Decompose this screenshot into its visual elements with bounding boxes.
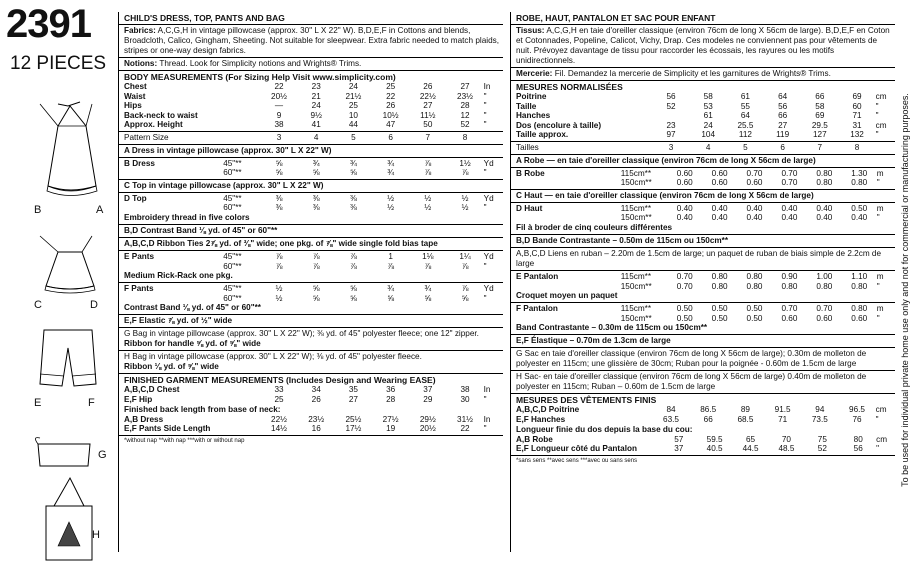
fr-bande-bd: B,D Bande Contrastante – 0.50m de 115cm ou 150cm** [511,234,895,247]
en-pattern-sizes [119,131,503,144]
pattern-envelope-left [0,0,118,580]
en-fabrics: Fabrics: A,C,G,H in vintage pillowcase (approx. 30" L X 22" W). B,D,E,F in Cottons and blends, Broadcloth, Calico, Gingham, Sheeting. Not suitable for sleepwear. Extra fabric needed to match plaids, stripes or one-way design fabrics. [119,24,503,57]
en-heading: CHILD'S DRESS, TOP, PANTS AND BAG [124,13,285,23]
en-a-dress: A Dress in vintage pillowcase (approx. 30" L X 22" W) [119,144,503,157]
pattern-number: 2391 [6,2,91,46]
table-row: E Pants 45"** ⅞ ⅞ ⅞ 1 1⅛ 1¼ Yd [124,251,494,261]
view-letter-c: C [34,299,42,311]
fr-heading: ROBE, HAUT, PANTALON ET SAC POUR ENFANT [516,13,716,23]
table-row: B Dress 45"** ⅝ ¾ ¾ ¾ ⅞ 1½ Yd [124,158,494,168]
pieces-count: 12 PIECES [10,53,107,74]
view-letter-d: D [90,299,98,311]
fr-mercerie: Mercerie: Fil. Demandez la mercerie de Simplicity et les garnitures de Wrights® Trims. [511,67,895,80]
fr-c-haut: C Haut — en taie d'oreiller classique (environ 76cm de long X 56cm de large) [511,189,895,202]
fr-body-table [516,92,893,140]
en-contrast-band-f: Contrast Band ⅛ yd. of 45" or 60"** [124,303,261,313]
table-row: 150cm** 0.70 0.80 0.80 0.80 0.80 0.80 " [620,281,880,291]
table-row: Hips — 24 25 26 27 28 " [124,101,487,111]
table-row: Waist 20½ 21 21½ 22 22½ 23½ " [124,91,487,101]
english-column [118,12,503,552]
fr-e-pantalon [511,270,895,302]
fr-bande-f: Band Contrastante – 0.30m de 115cm ou 150cm** [516,323,708,333]
table-row: B Robe 115cm** 0.60 0.60 0.70 0.70 0.80 1.30 m [516,168,884,178]
view-letter-g: G [98,449,107,461]
en-rickrack: Medium Rick-Rack one pkg. [124,271,233,281]
pants-sketch [30,326,110,394]
table-row: D Haut 115cm** 0.40 0.40 0.40 0.40 0.40 0.50 m [516,203,884,213]
fr-footnote: *sans sens **avec sens ***avec ou sans sens [511,455,895,466]
table-row: Taille 52 53 55 56 58 60 " [516,101,879,111]
table-row: 150cm** 0.50 0.50 0.50 0.60 0.60 0.60 " [620,313,880,323]
fr-g-sac: G Sac en taie d'oreiller classique (environ 76cm de long X 56cm de large); 0.30m de molleton de polyester en 115cm; une glissière de 30cm; Ruban pour la poignée - 0.60m de 1.5cm de large [511,347,895,370]
table-row: E Pantalon 115cm** 0.70 0.80 0.80 0.90 1.00 1.10 m [516,271,884,281]
en-ribbon-ties: A,B,C,D Ribbon Ties 2⅞ yd. of ⅜" wide; one pkg. of ⅞" wide single fold bias tape [119,237,503,250]
table-row: Poitrine 56 58 61 64 66 69 cm [516,92,887,101]
en-notions: Notions: Thread. Look for Simplicity notions and Wrights® Trims. [119,57,503,70]
fr-body-measurements: MESURES NORMALISÉES Poitrine 56 58 61 64 66 69 cm Taille 52 53 55 56 58 60 " Hanches 61 64 66 69 71 " Dos (encolure à taille) 23 24 25.5 27 29.5 31 cm Taille approx. 97 104 112 119 127 132 " [511,80,895,141]
table-row: Approx. Height 38 41 44 47 50 52 " [124,120,487,130]
fr-fil: Fil à broder de cinq couleurs différentes [516,222,673,232]
en-embroidery: Embroidery thread in five colors [124,212,250,222]
table-row: 60"** ⅞ ⅞ ⅞ ⅞ ⅞ ⅞ " [223,261,487,271]
view-letter-h: H [92,529,100,541]
table-row: 60"** ⅝ ⅝ ⅝ ¾ ⅞ ⅞ " [223,168,487,178]
fr-elastique: E,F Élastique – 0.70m de 1.3cm de large [511,334,895,347]
table-row: Pattern Size 3 4 5 6 7 8 [124,132,468,142]
table-row: A,B Robe 57 59.5 65 70 75 80 cm [516,434,888,444]
table-row: E,F Hanches 63.5 66 68.5 71 73.5 76 " [516,414,879,424]
french-column [510,12,895,552]
top-sketch [30,232,110,296]
table-row: 60"** ½ ⅝ ⅝ ⅝ ⅝ ⅝ " [223,293,487,303]
table-row: Chest 22 23 24 25 26 27 In [124,82,491,91]
en-h-bag: H Bag in vintage pillowcase (approx. 30" L X 22" W); ⅜ yd. of 45" polyester fleece. Ribbon ⅛ yd. of ⅝" wide [119,350,503,373]
usage-note-vertical [895,0,915,580]
table-row: Hanches 61 64 66 69 71 " [516,111,879,121]
table-row: Taille approx. 97 104 112 119 127 132 " [516,130,879,140]
table-row: E,F Pants Side Length 14½ 16 17½ 19 20½ 22 " [124,424,487,434]
en-b-dress [119,157,503,179]
table-row: Back-neck to waist 9 9½ 10 10½ 11½ 12 " [124,110,487,120]
fr-tissus: Tissus: A,C,G,H en taie d'oreiller classique (environ 76cm de long X 56cm de large). B,D,E,F en Coton et Cotonnades, Popeline, Calicot, Vichy, Drap. Ces modeles ne conviennent pas pour vêtements de nuit. Prévoyez davantage de tissu pour raccorder les écossais, les rayures ou les motifs unidirectionnels. [511,24,895,67]
table-row: 150cm** 0.60 0.60 0.60 0.70 0.80 0.80 " [620,178,880,188]
fr-b-robe [511,167,895,189]
en-body-measurements: BODY MEASUREMENTS (For Sizing Help Visit www.simplicity.com) Chest 22 23 24 25 26 27 In Waist 20½ 21 21½ 22 22½ 23½ " Hips — 24 25 26 27 28 " Back-neck to waist 9 9½ 10 10½ 11½ 12 " Approx. Height 38 41 44 47 50 52 " [119,70,503,131]
fr-a-robe: A Robe — en taie d'oreiller classique (environ 76cm de long X 56cm de large) [511,154,895,167]
en-d-top [119,192,503,224]
table-row: E,F Longueur côté du Pantalon 37 40.5 44.5 48.5 52 56 " [516,444,880,454]
en-body-table [124,82,501,130]
en-finished-measurements: FINISHED GARMENT MEASUREMENTS (Includes Design and Wearing EASE) A,B,C,D Chest 33 34 35 36 37 38 In E,F Hip 25 26 27 28 29 30 " Finished back length from base of neck: A,B Dress 22½ 23½ 25½ 27½ 29½ 31½ In E,F Pants Side Length 14½ 16 17½ 19 20½ 22 " [119,373,503,434]
bag-h-sketch [40,476,98,564]
table-row: A,B,C,D Chest 33 34 35 36 37 38 In [124,385,491,395]
en-elastic: E,F Elastic ⅞ yd. of ½" wide [119,314,503,327]
fr-pattern-sizes [511,141,895,154]
usage-note-text: To be used for individual private home use only and not for commercial or manufacturing purposes. [900,93,910,487]
bag-g-sketch [34,436,94,472]
table-row: Tailles 3 4 5 6 7 8 [516,142,860,152]
dress-sketch [30,96,110,206]
en-e-pants [119,250,503,282]
table-row: A,B,C,D Poitrine 84 86.5 89 91.5 94 96.5 cm [516,405,887,415]
view-letter-f: F [88,397,95,409]
fr-finished-measurements: MESURES DES VÊTEMENTS FINIS A,B,C,D Poitrine 84 86.5 89 91.5 94 96.5 cm E,F Hanches 63.5 66 68.5 71 73.5 76 " Longueur finie du dos depuis la base du cou: A,B Robe 57 59.5 65 70 75 80 cm E,F Longueur côté du Pantalon 37 40.5 44.5 48.5 52 56 " [511,393,895,454]
en-contrast-band-bd: B,D Contrast Band ⅛ yd. of 45" or 60"** [119,224,503,237]
en-footnote: *without nap **with nap ***with or without nap [119,435,503,446]
view-letter-e: E [34,397,42,409]
table-row: 150cm** 0.40 0.40 0.40 0.40 0.40 0.40 " [620,213,880,223]
table-row: A,B Dress 22½ 23½ 25½ 27½ 29½ 31½ In [124,414,491,424]
table-row: F Pants 45"** ½ ⅝ ⅝ ¾ ¾ ⅞ Yd [124,284,494,294]
fr-liens: A,B,C,D Liens en ruban – 2.20m de 1.5cm de large; un paquet de ruban de biais simple de 2.2cm de large [511,247,895,270]
table-row: F Pantalon 115cm** 0.50 0.50 0.50 0.70 0.70 0.80 m [516,304,884,314]
en-c-top: C Top in vintage pillowcase (approx. 30" L X 22" W) [119,179,503,192]
view-letter-b: B [34,204,42,216]
fr-croquet: Croquet moyen un paquet [516,291,618,301]
table-row: E,F Hip 25 26 27 28 29 30 " [124,394,487,404]
table-row: D Top 45"** ⅜ ⅜ ⅜ ½ ½ ½ Yd [124,193,494,203]
view-letter-a: A [96,204,104,216]
fr-d-haut [511,202,895,234]
fr-f-pantalon [511,302,895,334]
en-f-pants [119,282,503,314]
table-row: 60"** ⅜ ⅜ ⅜ ½ ½ ½ " [223,203,487,213]
fr-h-sac: H Sac- en taie d'oreiller classique (environ 76cm de long X 56cm de large) 0.40m de molleton de polyester en 115cm; Ruban – 0.60m de 1.5cm de large [511,370,895,393]
en-g-bag: G Bag in vintage pillowcase (approx. 30" L X 22" W); ⅜ yd. of 45" polyester fleece; one 12" zipper. Ribbon for handle ⅝ yd. of ⅝" wide [119,327,503,350]
table-row: Dos (encolure à taille) 23 24 25.5 27 29.5 31 cm [516,120,887,130]
